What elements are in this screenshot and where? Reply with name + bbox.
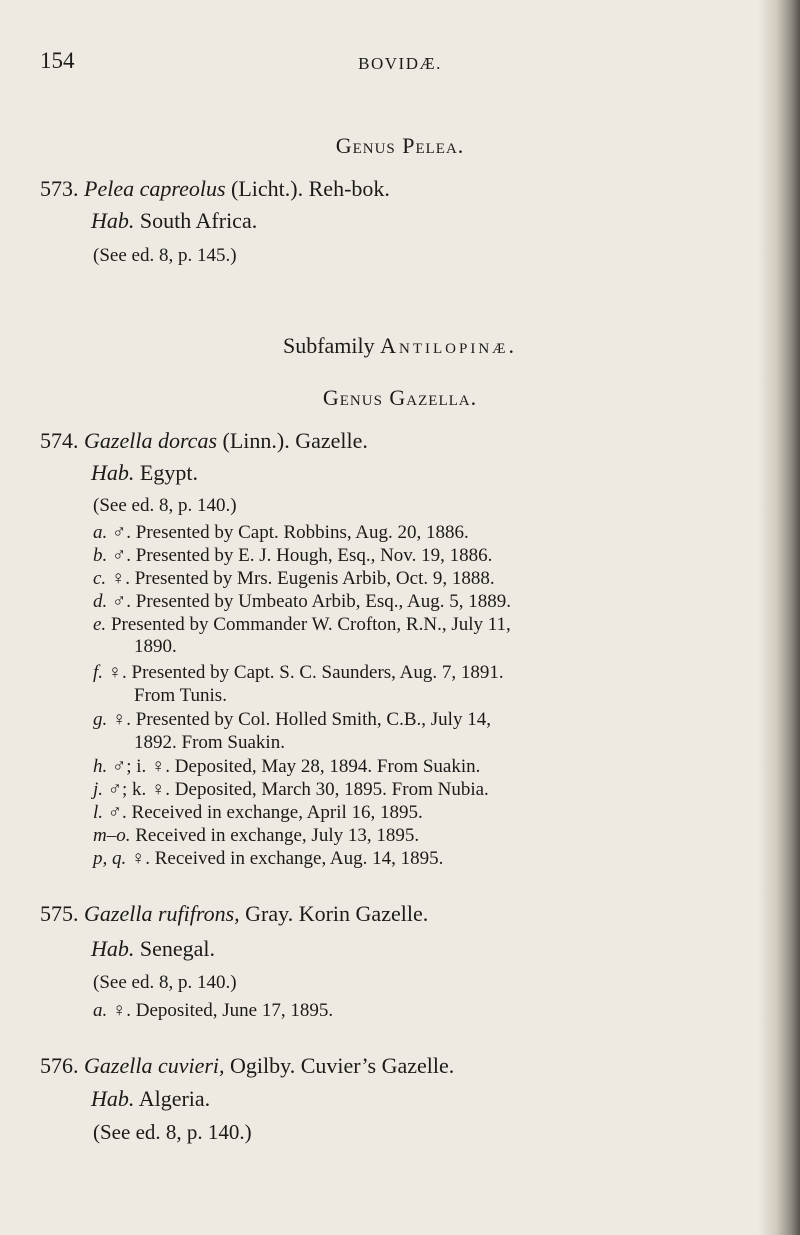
specimen-text: ♀. Presented by Capt. S. C. Saunders, Aug. 7, 1891.: [107, 662, 504, 683]
specimen-text: ♂. Presented by Capt. Robbins, Aug. 20, 1886.: [112, 522, 469, 543]
species-number: 576.: [40, 1053, 79, 1078]
species-common-name: Reh-bok.: [308, 176, 390, 201]
species-number: 573.: [40, 176, 79, 201]
specimen-continuation: From Tunis.: [134, 685, 227, 706]
specimen-line: [93, 709, 491, 731]
species-574-reference: (See ed. 8, p. 140.): [93, 495, 237, 516]
genus-gazella-heading: Genus Gazella.: [322, 385, 478, 410]
specimen-line: [93, 662, 504, 684]
species-576-reference: (See ed. 8, p. 140.): [93, 1120, 252, 1144]
hab-label: Hab.: [91, 460, 135, 485]
specimen-line: [93, 756, 480, 778]
running-title: BOVIDÆ.: [358, 54, 442, 73]
species-common-name: Cuvier’s Gazelle.: [300, 1053, 455, 1078]
specimen-text: Received in exchange, July 13, 1895.: [135, 825, 420, 846]
specimen-label: l.: [93, 802, 104, 823]
specimen-continuation: 1892. From Suakin.: [134, 732, 285, 753]
subfamily-name: Antilopinæ.: [380, 333, 518, 358]
specimen-label: c.: [93, 568, 107, 589]
specimen-text: ♀. Deposited, June 17, 1895.: [112, 1000, 334, 1021]
hab-value: Algeria.: [138, 1086, 211, 1111]
specimen-label: e.: [93, 614, 107, 635]
specimen-label: d.: [93, 591, 108, 612]
specimen-line: [93, 591, 511, 613]
specimen-line: [93, 522, 469, 544]
subfamily-heading: [0, 333, 800, 359]
specimen-text: ♀. Presented by Mrs. Eugenis Arbib, Oct. 9, 1888.: [110, 568, 495, 589]
species-author: (Linn.).: [222, 428, 290, 453]
page-number: 154: [40, 48, 75, 73]
specimen-line: [93, 825, 419, 847]
specimen-text: ♂; k. ♀. Deposited, March 30, 1895. From Nubia.: [107, 779, 489, 800]
species-number: 574.: [40, 428, 79, 453]
species-author: Ogilby.: [230, 1053, 296, 1078]
hab-value: Egypt.: [139, 460, 198, 485]
specimen-text: ♀. Received in exchange, Aug. 14, 1895.: [131, 848, 444, 869]
specimen-line: [93, 1000, 333, 1022]
species-575: [40, 901, 428, 927]
specimen-text: ♂. Presented by E. J. Hough, Esq., Nov. 19, 1886.: [112, 545, 493, 566]
species-574: [40, 428, 368, 454]
species-575-reference: (See ed. 8, p. 140.): [93, 972, 237, 993]
specimen-label: h.: [93, 756, 108, 777]
species-name: Gazella rufifrons,: [84, 901, 240, 926]
specimen-line: [93, 802, 423, 824]
specimen-label: g.: [93, 709, 108, 730]
species-573-reference: (See ed. 8, p. 145.): [93, 245, 237, 266]
specimen-text: ♂. Received in exchange, April 16, 1895.: [107, 802, 423, 823]
species-573-habitat: [91, 208, 257, 234]
species-author: Gray.: [245, 901, 294, 926]
specimen-label: f.: [93, 662, 104, 683]
species-573: [40, 176, 390, 202]
specimen-line: [93, 614, 511, 636]
specimen-label: m–o.: [93, 825, 131, 846]
genus-pelea-heading: Genus Pelea.: [335, 133, 465, 158]
species-575-habitat: [91, 936, 215, 962]
subfamily-label: Subfamily: [282, 333, 375, 358]
specimen-label: a.: [93, 1000, 108, 1021]
specimen-line: [93, 568, 495, 590]
specimen-label: p, q.: [93, 848, 127, 869]
specimen-text: ♂. Presented by Umbeato Arbib, Esq., Aug. 5, 1889.: [112, 591, 511, 612]
species-common-name: Gazelle.: [295, 428, 368, 453]
specimen-label: b.: [93, 545, 108, 566]
specimen-continuation: 1890.: [134, 636, 177, 657]
specimen-label: a.: [93, 522, 108, 543]
species-number: 575.: [40, 901, 79, 926]
species-common-name: Korin Gazelle.: [298, 901, 429, 926]
hab-label: Hab.: [91, 936, 135, 961]
species-author: (Licht.).: [231, 176, 304, 201]
specimen-line: [93, 848, 443, 870]
hab-value: South Africa.: [139, 208, 258, 233]
species-574-habitat: [91, 460, 198, 486]
specimen-text: ♀. Presented by Col. Holled Smith, C.B., July 14,: [112, 709, 491, 730]
species-576-habitat: [91, 1086, 210, 1112]
book-binding-shadow: [758, 0, 800, 1235]
hab-label: Hab.: [91, 1086, 135, 1111]
species-name: Pelea capreolus: [84, 176, 226, 201]
specimen-text: ♂; i. ♀. Deposited, May 28, 1894. From Suakin.: [112, 756, 481, 777]
hab-label: Hab.: [91, 208, 135, 233]
specimen-line: [93, 545, 492, 567]
hab-value: Senegal.: [139, 936, 216, 961]
specimen-line: [93, 779, 489, 801]
specimen-text: Presented by Commander W. Crofton, R.N., July 11,: [110, 614, 511, 635]
species-576: [40, 1053, 454, 1079]
specimen-label: j.: [93, 779, 104, 800]
species-name: Gazella dorcas: [84, 428, 218, 453]
species-name: Gazella cuvieri,: [84, 1053, 225, 1078]
